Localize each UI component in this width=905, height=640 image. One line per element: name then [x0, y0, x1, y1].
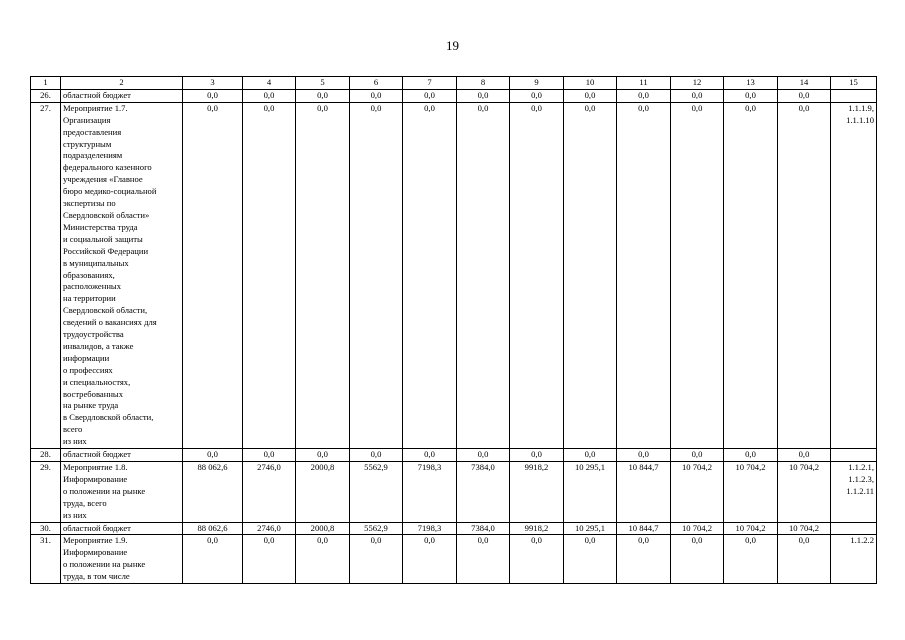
table-row [31, 102, 877, 448]
column-header: 14 [778, 77, 831, 90]
value-cell: 0,0 [510, 89, 564, 102]
value-cell: 88 062,6 [183, 462, 243, 523]
value-cell: 2746,0 [243, 462, 296, 523]
row-name-cell: Мероприятие 1.7. Организация предоставления структурным подразделениям федерального казенного учреждения «Главное бюро медико-социальной экспертизы по Свердловской области» Министерства труда и социальной защиты Российской Федерации в муниципальных образованиях, расположенных на территории Свердловской области, сведений о вакансиях для трудоустройства инвалидов, а также информации о профессиях и специальностях, востребованных на рынке труда в Свердловской области, всего из них [61, 102, 183, 448]
column-header: 7 [403, 77, 457, 90]
value-cell: 0,0 [510, 535, 564, 584]
value-cell: 0,0 [457, 102, 510, 448]
value-cell: 10 704,2 [724, 462, 778, 523]
value-cell: 0,0 [350, 89, 403, 102]
target-indicator-cell: 1.1.2.2 [831, 535, 877, 584]
row-name-cell: Мероприятие 1.9. Информирование о положении на рынке труда, в том числе [61, 535, 183, 584]
table-row [31, 89, 877, 102]
value-cell: 0,0 [296, 449, 350, 462]
value-cell: 0,0 [183, 535, 243, 584]
value-cell: 0,0 [403, 89, 457, 102]
value-cell: 0,0 [457, 449, 510, 462]
value-cell: 0,0 [724, 535, 778, 584]
value-cell: 0,0 [617, 535, 671, 584]
target-indicator-cell: 1.1.2.1, 1.1.2.3, 1.1.2.11 [831, 462, 877, 523]
value-cell: 0,0 [671, 449, 724, 462]
page-number: 19 [446, 38, 459, 53]
target-indicator-cell: 1.1.1.9, 1.1.1.10 [831, 102, 877, 448]
column-header: 5 [296, 77, 350, 90]
value-cell: 0,0 [183, 89, 243, 102]
value-cell: 0,0 [296, 535, 350, 584]
row-number-cell: 28. [31, 449, 61, 462]
value-cell: 0,0 [617, 102, 671, 448]
value-cell: 10 844,7 [617, 522, 671, 535]
value-cell: 0,0 [350, 102, 403, 448]
column-header: 9 [510, 77, 564, 90]
column-header: 13 [724, 77, 778, 90]
value-cell: 0,0 [350, 449, 403, 462]
table-row [31, 449, 877, 462]
value-cell: 10 704,2 [671, 522, 724, 535]
value-cell: 0,0 [243, 102, 296, 448]
target-indicator-cell [831, 522, 877, 535]
column-header: 3 [183, 77, 243, 90]
column-header: 11 [617, 77, 671, 90]
value-cell: 0,0 [671, 535, 724, 584]
value-cell: 0,0 [350, 535, 403, 584]
row-name-cell: областной бюджет [61, 522, 183, 535]
column-header: 2 [61, 77, 183, 90]
value-cell: 9918,2 [510, 462, 564, 523]
value-cell: 0,0 [778, 89, 831, 102]
value-cell: 10 844,7 [617, 462, 671, 523]
column-header: 1 [31, 77, 61, 90]
value-cell: 0,0 [617, 89, 671, 102]
value-cell: 10 704,2 [778, 462, 831, 523]
value-cell: 0,0 [403, 535, 457, 584]
value-cell: 5562,9 [350, 462, 403, 523]
value-cell: 0,0 [296, 102, 350, 448]
value-cell: 0,0 [457, 535, 510, 584]
row-name-cell: областной бюджет [61, 449, 183, 462]
value-cell: 0,0 [403, 102, 457, 448]
value-cell: 0,0 [243, 535, 296, 584]
column-header: 8 [457, 77, 510, 90]
value-cell: 0,0 [564, 449, 617, 462]
value-cell: 0,0 [243, 89, 296, 102]
value-cell: 9918,2 [510, 522, 564, 535]
value-cell: 0,0 [183, 102, 243, 448]
value-cell: 0,0 [724, 449, 778, 462]
value-cell: 0,0 [724, 89, 778, 102]
value-cell: 7198,3 [403, 522, 457, 535]
row-name-cell: Мероприятие 1.8. Информирование о положении на рынке труда, всего из них [61, 462, 183, 523]
column-header: 12 [671, 77, 724, 90]
value-cell: 10 704,2 [671, 462, 724, 523]
value-cell: 10 295,1 [564, 462, 617, 523]
value-cell: 0,0 [183, 449, 243, 462]
target-indicator-cell [831, 89, 877, 102]
value-cell: 0,0 [564, 89, 617, 102]
column-header: 15 [831, 77, 877, 90]
value-cell: 0,0 [510, 449, 564, 462]
value-cell: 0,0 [671, 102, 724, 448]
table-row [31, 522, 877, 535]
value-cell: 0,0 [403, 449, 457, 462]
value-cell: 2000,8 [296, 462, 350, 523]
row-number-cell: 30. [31, 522, 61, 535]
value-cell: 0,0 [564, 102, 617, 448]
value-cell: 7198,3 [403, 462, 457, 523]
column-header: 4 [243, 77, 296, 90]
value-cell: 0,0 [778, 102, 831, 448]
table-header-row [31, 77, 877, 90]
value-cell: 0,0 [778, 449, 831, 462]
value-cell: 0,0 [243, 449, 296, 462]
row-name-cell: областной бюджет [61, 89, 183, 102]
row-number-cell: 29. [31, 462, 61, 523]
column-header: 10 [564, 77, 617, 90]
value-cell: 2000,8 [296, 522, 350, 535]
value-cell: 10 704,2 [778, 522, 831, 535]
value-cell: 7384,0 [457, 462, 510, 523]
table-row [31, 535, 877, 584]
value-cell: 88 062,6 [183, 522, 243, 535]
value-cell: 0,0 [457, 89, 510, 102]
value-cell: 7384,0 [457, 522, 510, 535]
value-cell: 10 704,2 [724, 522, 778, 535]
row-number-cell: 31. [31, 535, 61, 584]
value-cell: 10 295,1 [564, 522, 617, 535]
value-cell: 2746,0 [243, 522, 296, 535]
value-cell: 5562,9 [350, 522, 403, 535]
value-cell: 0,0 [296, 89, 350, 102]
value-cell: 0,0 [778, 535, 831, 584]
row-number-cell: 27. [31, 102, 61, 448]
value-cell: 0,0 [564, 535, 617, 584]
program-table [30, 76, 877, 584]
table-row [31, 462, 877, 523]
value-cell: 0,0 [510, 102, 564, 448]
row-number-cell: 26. [31, 89, 61, 102]
target-indicator-cell [831, 449, 877, 462]
column-header: 6 [350, 77, 403, 90]
value-cell: 0,0 [671, 89, 724, 102]
value-cell: 0,0 [617, 449, 671, 462]
value-cell: 0,0 [724, 102, 778, 448]
